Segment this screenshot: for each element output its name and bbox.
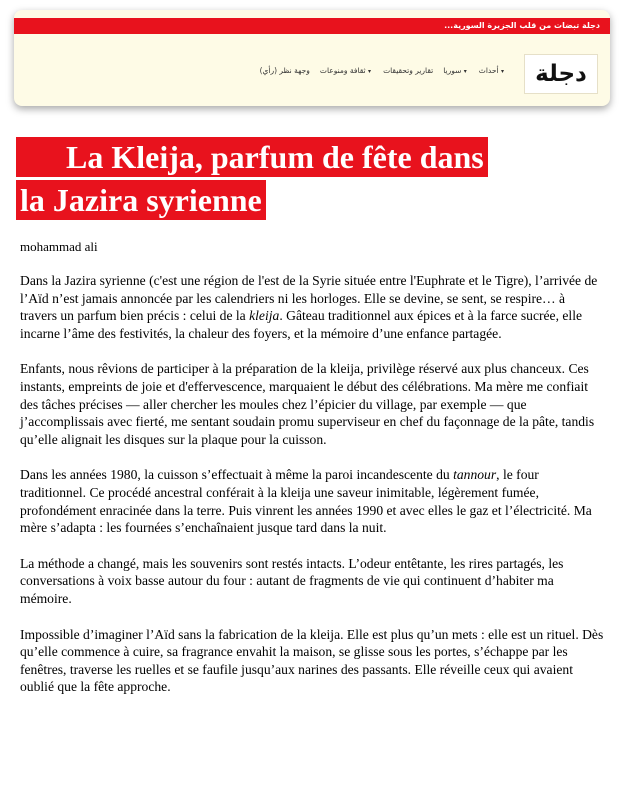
title-line-1: La Kleija, parfum de fête dans xyxy=(66,139,484,175)
author-name: mohammad ali xyxy=(20,239,98,254)
nav-label: تقارير وتحقيقات xyxy=(383,66,434,75)
chevron-down-icon: ▾ xyxy=(368,68,372,75)
article-paragraph: Enfants, nous rêvions de participer à la préparation de la kleija, privilège réservé aux plus chanceux. Ces instants, empreints de joie et d'effervescence, marquaient le début des célébrations. Ma mère me confiait des tâches précises — aller chercher les moules chez l’épicier du village, par exemple — que j’accomplissais avec fierté, me sentant soudain promu superviseur en chef du façonnage de la pâte, tandis qu’elle alignait les disques sur la plaque pour la cuisson. xyxy=(20,361,595,447)
nav-row xyxy=(14,54,610,94)
nav-label: وجهة نظر (رأي) xyxy=(259,66,310,75)
article-paragraph: La méthode a changé, mais les souvenirs sont restés intacts. L’odeur entêtante, les rires partagés, les conversations à voix basse autour du four : autant de fragments de vie qui continuent d’habiter ma mémoire. xyxy=(20,555,564,606)
article-paragraph: Dans les années 1980, la cuisson s’effectuait à même la paroi incandescente du tannour, le four traditionnel. Ce procédé ancestral conférait à la kleija une saveur inimitable, légèrement fumée, profondément enracinée dans la terre. Puis vinrent les années 1990 et avec elles le gaz et l’électricité. Ma mère s’adapta : les fournées s’enchaînaient jusque tard dans la nuit. xyxy=(20,467,592,536)
site-header xyxy=(14,10,610,106)
nav-item-opinion[interactable] xyxy=(260,66,310,75)
tagline-text: دجلة تبضات من قلب الجزيرة السورية... xyxy=(444,21,600,30)
title-highlight xyxy=(16,137,488,220)
nav-item-syria[interactable] xyxy=(443,66,469,75)
logo-text: دجلة xyxy=(535,61,587,87)
nav-item-reports[interactable] xyxy=(383,66,433,75)
main-nav xyxy=(260,66,506,75)
title-line-2: la Jazira syrienne xyxy=(20,182,262,218)
site-logo[interactable] xyxy=(524,54,598,94)
article-paragraph: Dans la Jazira syrienne (c'est une région de l'est de la Syrie située entre l'Euphrate et le Tigre), l’arrivée de l’Aïd n’est jamais annoncée par les calendriers ni les horloges. Elle se devine, se sent, se respire… à travers un parfum bien précis : celui de la kleija. Gâteau traditionnel aux épices et à la farce sucrée, elle incarne l’âme des festivités, la chaleur des foyers, et la mémoire d’une enfance partagée. xyxy=(20,273,598,341)
nav-label: سوريا xyxy=(443,66,462,75)
tagline-bar xyxy=(14,18,610,34)
nav-label: أحداث xyxy=(478,66,499,75)
article-title xyxy=(16,136,576,222)
article-paragraph: Impossible d’imaginer l’Aïd sans la fabrication de la kleija. Elle est plus qu’un mets : elle est un rituel. Dès qu’elle commence à cuire, sa fragrance envahit la maison, se glisse sous les portes, s’échappe par les fenêtres, traverse les ruelles et se faufile jusqu’aux narines des passants. Elle réveille ceux qui avaient oublié que la fête approche. xyxy=(20,626,604,695)
chevron-down-icon: ▾ xyxy=(500,68,504,75)
article-body xyxy=(20,272,605,714)
nav-label: ثقافة ومنوعات xyxy=(319,66,366,75)
nav-item-events[interactable] xyxy=(479,66,506,75)
nav-item-culture[interactable] xyxy=(320,66,373,75)
chevron-down-icon: ▾ xyxy=(463,68,467,75)
